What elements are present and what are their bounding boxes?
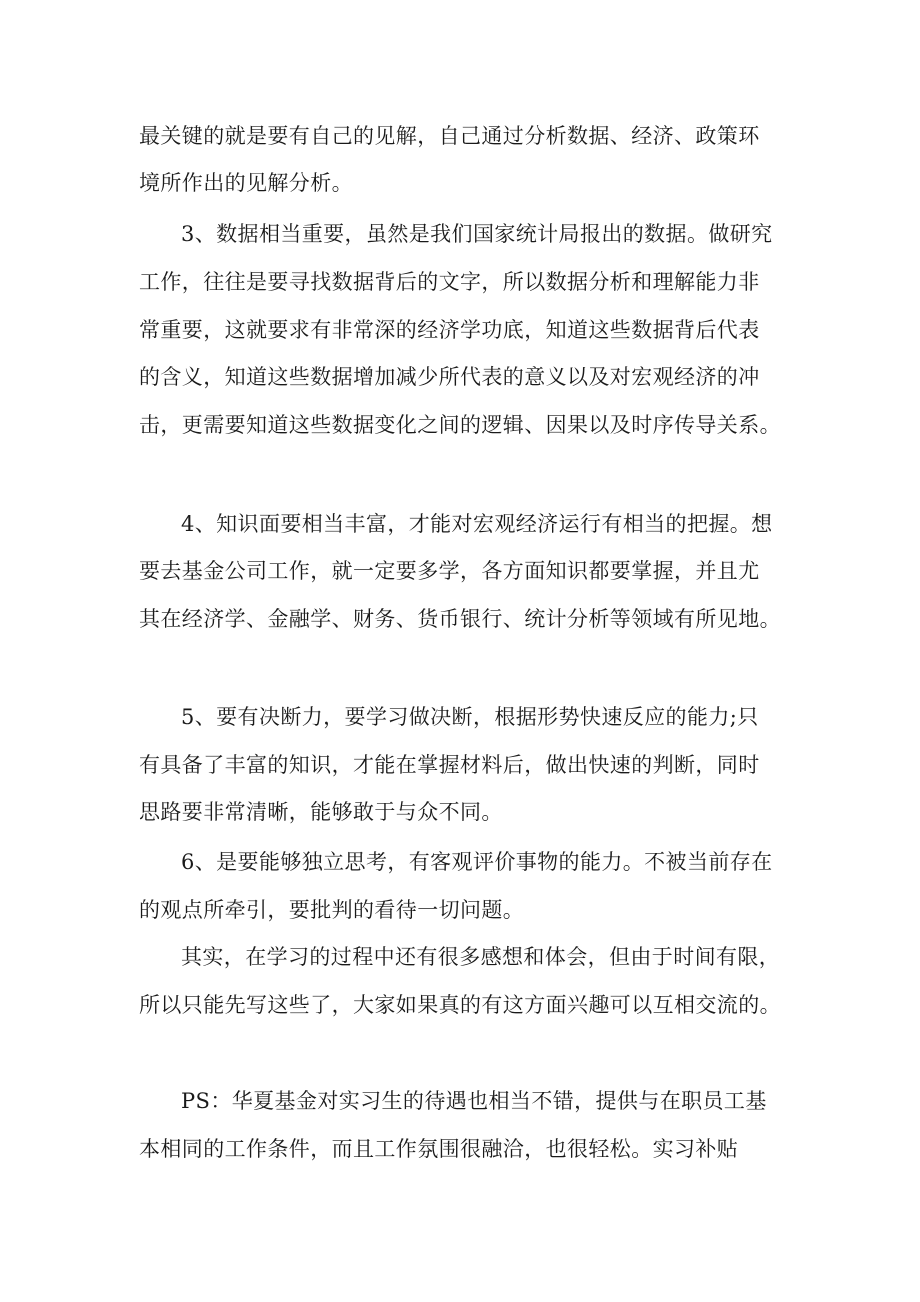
paragraph-6-line: 6、是要能够独立思考，有客观评价事物的能力。不被当前存在 bbox=[181, 850, 773, 874]
paragraph-3-line: 3、数据相当重要，虽然是我们国家统计局报出的数据。做研究 bbox=[181, 222, 773, 246]
text-line: 要去基金公司工作，就一定要多学，各方面知识都要掌握，并且尤 bbox=[139, 559, 760, 583]
text-line: 思路要非常清晰，能够敢于与众不同。 bbox=[139, 800, 503, 824]
text-line: 的含义，知道这些数据增加减少所代表的意义以及对宏观经济的冲 bbox=[139, 365, 760, 389]
ps-paragraph-line: PS：华夏基金对实习生的待遇也相当不错，提供与在职员工基 bbox=[181, 1089, 767, 1113]
text-line: 本相同的工作条件，而且工作氛围很融洽，也很轻松。实习补贴 bbox=[139, 1137, 739, 1161]
closing-paragraph-line: 其实，在学习的过程中还有很多感想和体会，但由于时间有限， bbox=[181, 945, 781, 969]
text-line: 境所作出的见解分析。 bbox=[139, 171, 353, 195]
text-line: 所以只能先写这些了，大家如果真的有这方面兴趣可以互相交流的。 bbox=[139, 993, 781, 1017]
text-line: 有具备了丰富的知识，才能在掌握材料后，做出快速的判断，同时 bbox=[139, 753, 760, 777]
text-line: 最关键的就是要有自己的见解，自己通过分析数据、经济、政策环 bbox=[139, 124, 760, 148]
text-line: 常重要，这就要求有非常深的经济学功底，知道这些数据背后代表 bbox=[139, 318, 760, 342]
paragraph-5-line: 5、要有决断力，要学习做决断，根据形势快速反应的能力;只 bbox=[181, 705, 759, 729]
text-line: 的观点所牵引，要批判的看待一切问题。 bbox=[139, 898, 525, 922]
text-line: 其在经济学、金融学、财务、货币银行、统计分析等领域有所见地。 bbox=[139, 607, 781, 631]
text-line: 工作，往往是要寻找数据背后的文字，所以数据分析和理解能力非 bbox=[139, 270, 760, 294]
paragraph-4-line: 4、知识面要相当丰富，才能对宏观经济运行有相当的把握。想 bbox=[181, 512, 773, 536]
text-line: 击，更需要知道这些数据变化之间的逻辑、因果以及时序传导关系。 bbox=[139, 413, 781, 437]
